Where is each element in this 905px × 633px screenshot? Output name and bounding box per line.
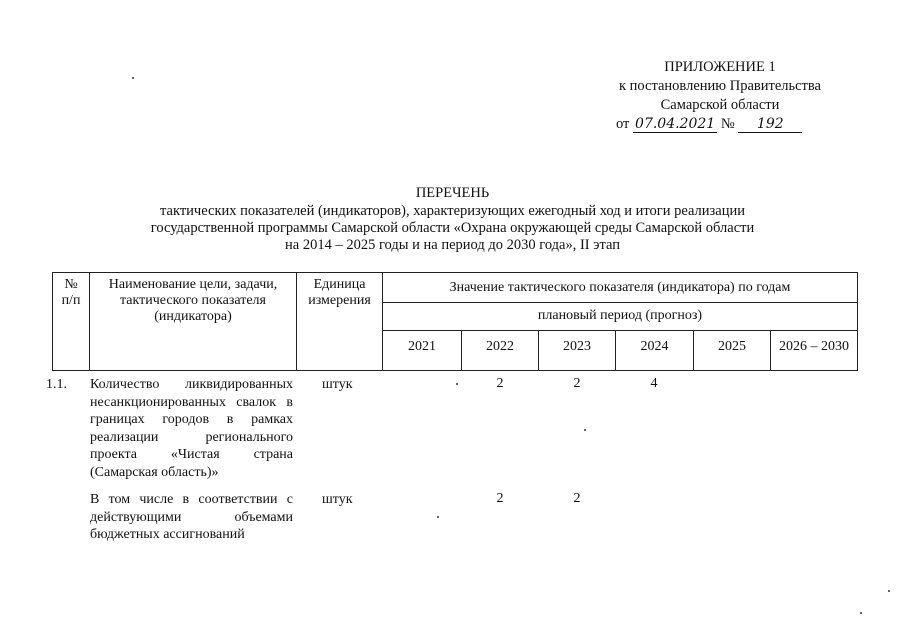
annex-heading: ПРИЛОЖЕНИЕ 1 [664,59,776,75]
col-num-header: № п/п [53,273,90,371]
title-line2: тактических показателей (индикаторов), характеризующих ежегодный ход и итоги реализации [160,203,745,219]
annex-header [600,58,840,135]
indicators-table-header [52,272,858,371]
row-1-num: 1.1. [46,377,67,392]
scan-speck [584,429,586,431]
year-2023-header: 2023 [539,331,616,371]
row-1-unit: штук [322,377,353,392]
year-2021-header: 2021 [383,331,462,371]
number-value: 192 [738,116,802,133]
col-unit-header: Единица измерения [297,273,383,371]
scan-speck [860,612,862,614]
date-value: 07.04.2021 [635,116,716,132]
annex-line1: к постановлению Правительства [619,78,821,94]
year-2025-header: 2025 [694,331,771,371]
row-2-value-2023: 2 [573,491,581,506]
document-title [110,185,795,254]
title-line1: ПЕРЕЧЕНЬ [415,185,490,201]
row-2-value-2022: 2 [496,491,504,506]
row-2-name: В том числе в соответствии с действующими объемами бюджетных ассигнований [90,492,293,542]
row-1-value-2022: 2 [496,376,504,391]
year-2026-2030-header: 2026 – 2030 [771,331,858,371]
row-1-value-2023: 2 [573,376,581,391]
col-name-header: Наименование цели, задачи, тактического показателя (индикатора) [90,273,297,371]
row-1-name: Количество ликвидированных несанкционированных свалок в границах городов в рамках реализации регионального проекта «Чистая страна (Самарская область)» [90,377,293,480]
title-line4: на 2014 – 2025 годы и на период до 2030 года», II этап [285,237,620,253]
number-prefix: № [720,116,735,132]
col-values-header: Значение тактического показателя (индикатора) по годам [383,273,858,303]
scan-speck [456,383,458,385]
year-2024-header: 2024 [616,331,694,371]
date-prefix: от [616,116,630,132]
row-2-unit: штук [322,492,353,507]
col-period-header: плановый период (прогноз) [383,303,858,331]
annex-date-row [600,115,840,135]
scan-speck [132,77,134,79]
title-line3: государственной программы Самарской области «Охрана окружающей среды Самарской области [150,220,755,236]
year-2022-header: 2022 [462,331,539,371]
row-1-value-2024: 4 [650,376,658,391]
scan-speck [437,516,439,518]
annex-line2: Самарской области [660,97,780,113]
scan-speck [888,590,890,592]
